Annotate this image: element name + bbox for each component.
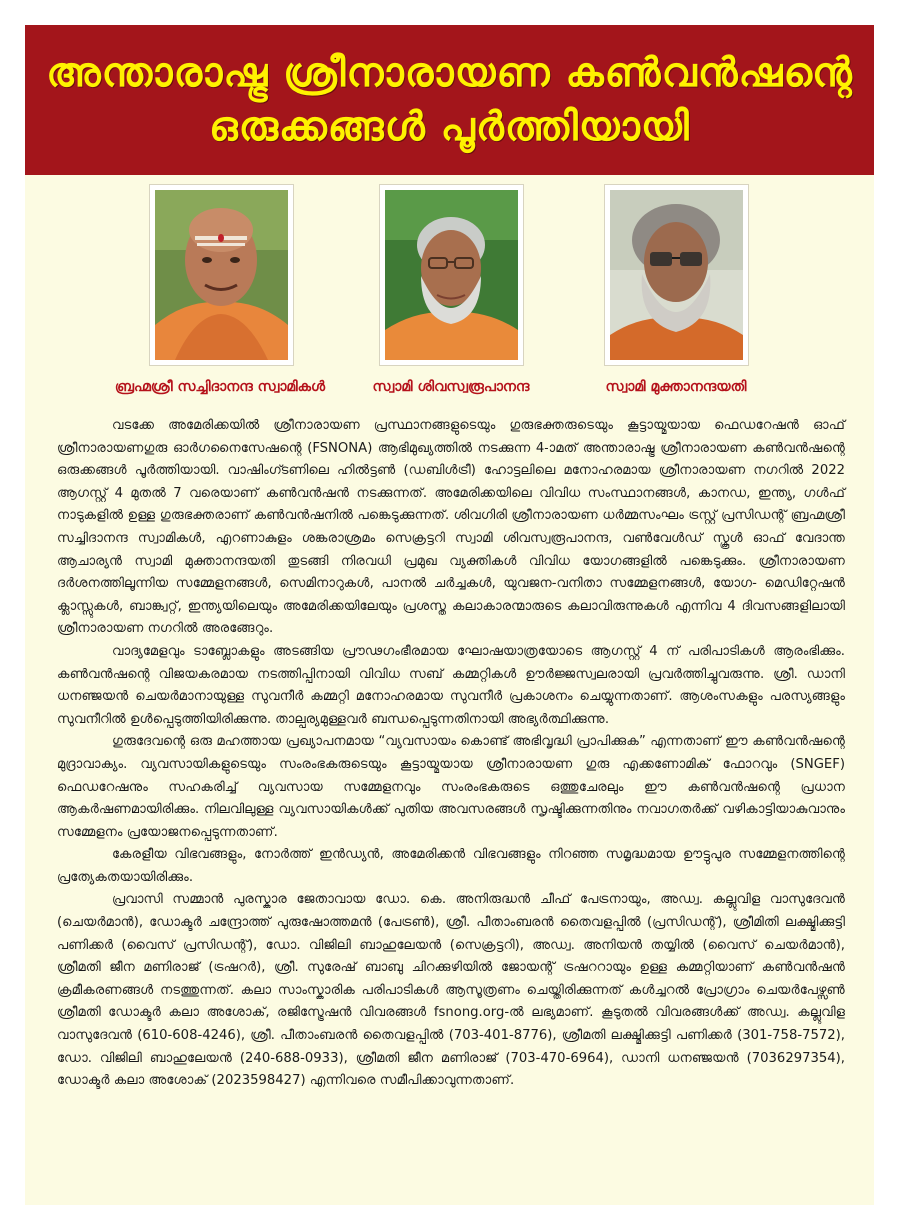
article-paragraph-4: കേരളീയ വിഭവങ്ങളും, നോർത്ത് ഇൻഡ്യൻ, അമേരിക്കൻ വിഭവങ്ങളും നിറഞ്ഞ സമൃദ്ധമായ ഊട്ടുപുര സമ്മേളനത്തിന്റെ പ്രത്യേകതയായിരിക്കും. bbox=[57, 847, 845, 885]
headline-line-1: അന്താരാഷ്ട്ര ശ്രീനാരായണ കൺവൻഷന്റെ bbox=[46, 50, 853, 96]
caption-sachidananda: ബ്രഹ്മശ്രീ സച്ചിദാനന്ദ സ്വാമികൾ bbox=[114, 379, 326, 395]
headline-line-2: ഒരുക്കങ്ങൾ പൂർത്തിയായി bbox=[209, 104, 690, 150]
news-page bbox=[25, 25, 874, 1205]
headline-banner bbox=[25, 25, 874, 175]
article-paragraph-3: ഗുരുദേവന്റെ ഒരു മഹത്തായ പ്രഖ്യാപനമായ “വ്യവസായം കൊണ്ട് അഭിവൃദ്ധി പ്രാപിക്കുക” എന്നതാണ് ഈ കൺവൻഷന്റെ മുദ്രാവാക്യം. വ്യവസായികളുടെയും സംരംഭകരുടെയും കൂട്ടായ്മയായ ശ്രീനാരായണ ഗുരു എക്കണോമിക് ഫോറവും (SNGEF) ഫെഡറേഷനും സഹകരിച്ച് വ്യവസായ സമ്മേളനവും സംരംഭകരുടെ ഒത്തുചേരലും ഈ കൺവൻഷന്റെ പ്രധാന ആകർഷണമായിരിക്കും. നിലവിലുള്ള വ്യവസായികൾക്ക് പുതിയ അവസരങ്ങൾ സൃഷ്ടിക്കുന്നതിനും നവാഗതർക്ക് വഴികാട്ടിയാകുവാനും സമ്മേളനം പ്രയോജനപ്പെടുന്നതാണ്. bbox=[57, 734, 845, 840]
caption-sivaswaroopananda: സ്വാമി ശിവസ്വരൂപാനന്ദ bbox=[372, 379, 530, 395]
article-paragraph-2: വാദ്യമേളവും ടാബ്ലോകളും അടങ്ങിയ പ്രൗഢഗംഭീരമായ ഘോഷയാത്രയോടെ ആഗസ്റ്റ് 4 ന് പരിപാടികൾ ആരംഭിക്കും. കൺവൻഷന്റെ വിജയകരമായ നടത്തിപ്പിനായി വിവിധ സബ് കമ്മറ്റികൾ ഊർജ്ജസ്വലരായി പ്രവർത്തിച്ചുവരുന്നു. ശ്രീ. ഡാനി ധനഞ്ജയൻ ചെയർമാനായുള്ള സുവനീർ കമ്മറ്റി മനോഹരമായ സുവനീർ പ്രകാശനം ചെയ്യുന്നതാണ്. ആശംസകളും പരസ്യങ്ങളും സുവനീറിൽ ഉൾപ്പെടുത്തിയിരിക്കുന്നു. താല്പര്യമുള്ളവർ ബന്ധപ്പെടുന്നതിനായി അഭ്യർത്ഥിക്കുന്നു. bbox=[57, 643, 845, 727]
photo-mukthanandayathi bbox=[605, 185, 748, 365]
article-body bbox=[57, 415, 845, 1093]
photo-sivaswaroopananda bbox=[380, 185, 523, 365]
article-paragraph-1: വടക്കേ അമേരിക്കയിൽ ശ്രീനാരായണ പ്രസ്ഥാനങ്ങളുടെയും ഗുരുഭക്തരുടെയും കൂട്ടായ്മയായ ഫെഡറേഷൻ ഓഫ് ശ്രീനാരായണഗുരു ഓർഗനൈസേഷന്റെ (FSNONA) ആഭിമുഖ്യത്തിൽ നടക്കുന്ന 4-ാമത് അന്താരാഷ്ട്ര ശ്രീനാരായണ കൺവൻഷന്റെ ഒരുക്കങ്ങൾ പൂർത്തിയായി. വാഷിംഗ്ടണിലെ ഹിൽട്ടൺ (ഡബിൾട്രീ) ഹോട്ടലിലെ മനോഹരമായ ശ്രീനാരായണ നഗറിൽ 2022 ആഗസ്റ്റ് 4 മുതൽ 7 വരെയാണ് കൺവൻഷൻ നടക്കുന്നത്. അമേരിക്കയിലെ വിവിധ സംസ്ഥാനങ്ങൾ, കാനഡ, ഇന്ത്യ, ഗൾഫ് നാടുകളിൽ ഉള്ള ഗുരുഭക്തരാണ് കൺവൻഷനിൽ പങ്കെടുക്കുന്നത്. ശിവഗിരി ശ്രീനാരായണ ധർമ്മസംഘം ട്രസ്റ്റ് പ്രസിഡന്റ് ബ്രഹ്മശ്രീ സച്ചിദാനന്ദ സ്വാമികൾ, എറണാകുളം ശങ്കരാശ്രമം സെക്രട്ടറി സ്വാമി ശിവസ്വരൂപാനന്ദ, വൺവേൾഡ് സ്കൂൾ ഓഫ് വേദാന്ത ആചാര്യൻ സ്വാമി മുക്താനന്ദയതി തുടങ്ങി നിരവധി പ്രമുഖ വ്യക്തികൾ വിവിധ യോഗങ്ങളിൽ പങ്കെടുക്കും. ശ്രീനാരായണ ദർശനത്തിലൂന്നിയ സമ്മേളനങ്ങൾ, സെമിനാറുകൾ, പാനൽ ചർച്ചകൾ, യുവജന-വനിതാ സമ്മേളനങ്ങൾ, യോഗ- മെഡിറ്റേഷൻ ക്ലാസ്സുകൾ, ബാങ്ക്വറ്റ്, ഇന്ത്യയിലെയും അമേരിക്കയിലേയും പ്രശസ്ത കലാകാരന്മാരുടെ കലാവിരുന്നുകൾ എന്നിവ 4 ദിവസങ്ങളിലായി ശ്രീനാരായണ നഗറിൽ അരങ്ങേറും. bbox=[57, 418, 845, 637]
article-paragraph-5: പ്രവാസി സമ്മാൻ പുരസ്കാര ജേതാവായ ഡോ. കെ. അനിരുദ്ധൻ ചീഫ് പേട്രനായും, അഡ്വ. കല്ലുവിള വാസുദേവൻ (ചെയർമാൻ), ഡോക്ടർ ചന്ദ്രോത്ത് പുരുഷോത്തമൻ (പേട്രൺ), ശ്രീ. പീതാംബരൻ തൈവളപ്പിൽ (പ്രസിഡന്റ്), ശ്രീമിതി ലക്ഷ്മിക്കുട്ടി പണിക്കർ (വൈസ് പ്രസിഡന്റ്), ഡോ. വിജിലി ബാഹുലേയൻ (സെക്രട്ടറി), അഡ്വ. അനിയൻ തയ്യിൽ (വൈസ് ചെയർമാൻ), ശ്രീമതി ജീന മണിരാജ് (ട്രഷറർ), ശ്രീ. സുരേഷ് ബാബു ചിറക്കുഴിയിൽ ജോയന്റ് ട്രഷററായും ഉള്ള കമ്മറ്റിയാണ് കൺവൻഷൻ ക്രമീകരണങ്ങൾ നടത്തുന്നത്. കലാ സാംസ്കാരിക പരിപാടികൾ ആസൂത്രണം ചെയ്തിരിക്കുന്നത് കൾച്ചറൽ പ്രോഗ്രാം ചെയർപേഴ്സൺ ശ്രീമതി ഡോക്ടർ കലാ അശോക്, രജിസ്ട്രേഷൻ വിവരങ്ങൾ fsnong.org-ൽ ലഭ്യമാണ്. കൂടുതൽ വിവരങ്ങൾക്ക് അഡ്വ. കല്ലുവിള വാസുദേവൻ (610-608-4246), ശ്രീ. പീതാംബരൻ തൈവളപ്പിൽ (703-401-8776), ശ്രീമതി ലക്ഷ്മിക്കുട്ടി പണിക്കർ (301-758-7572), ഡോ. വിജിലി ബാഹുലേയൻ (240-688-0933), ശ്രീമതി ജീന മണിരാജ് (703-470-6964), ഡാനി ധനഞ്ജയൻ (7036297354), ഡോക്ടർ കലാ അശോക് (2023598427) എന്നിവരെ സമീപിക്കാവുന്നതാണ്. bbox=[57, 892, 845, 1089]
photo-sachidananda bbox=[150, 185, 293, 365]
caption-mukthanandayathi: സ്വാമി മുക്താനന്ദയതി bbox=[605, 379, 747, 395]
